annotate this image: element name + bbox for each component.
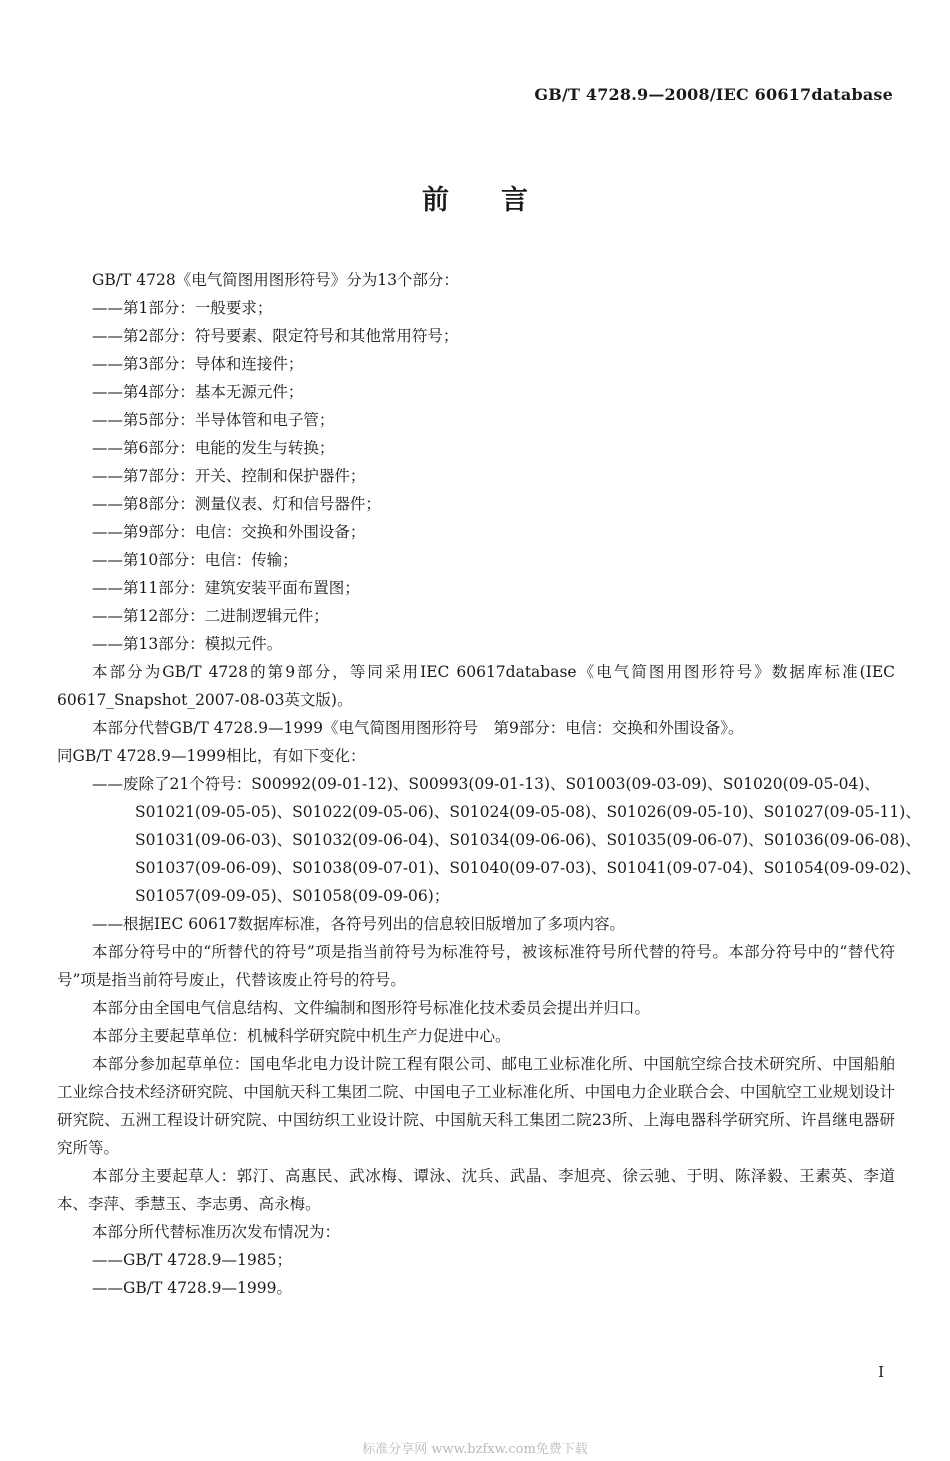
standard-code: GB/T 4728.9—2008/IEC 60617database xyxy=(534,85,893,104)
list-item: ——第10部分：电信：传输； xyxy=(92,551,298,569)
history-item: ——GB/T 4728.9—1999。 xyxy=(92,1279,292,1297)
page-number: I xyxy=(878,1363,884,1381)
deleted-symbols-line: S01057(09-09-05)、S01058(09-09-06)； xyxy=(135,887,450,905)
deleted-symbols-line: S01021(09-05-05)、S01022(09-05-06)、S01024(09-05-08)、S01026(09-05-10)、S01027(09-05-11)、 xyxy=(135,803,921,821)
deleted-symbols-line: S01031(09-06-03)、S01032(09-06-04)、S01034(09-06-06)、S01035(09-06-07)、S01036(09-06-08)、 xyxy=(135,831,921,849)
deleted-symbols-line: S01037(09-06-09)、S01038(09-07-01)、S01040(09-07-03)、S01041(09-07-04)、S01054(09-09-02)、 xyxy=(135,859,921,877)
replaces-line: 本部分代替GB/T 4728.9—1999《电气简图用图形符号 第9部分：电信：交换和外围设备》。 xyxy=(92,719,744,737)
list-item: ——第9部分：电信：交换和外围设备； xyxy=(92,523,366,541)
history-item: ——GB/T 4728.9—1985； xyxy=(92,1251,292,1269)
list-item: ——第13部分：模拟元件。 xyxy=(92,635,283,653)
parts-list xyxy=(57,294,895,658)
list-item: ——第3部分：导体和连接件； xyxy=(92,355,304,373)
participants-paragraph: 本部分参加起草单位：国电华北电力设计院工程有限公司、邮电工业标准化所、中国航空综合技术研究所、中国船舶工业综合技术经济研究院、中国航天科工集团二院、中国电子工业标准化所、中国电力企业联合会、中国航空工业规划设计研究院、五洲工程设计研究院、中国纺织工业设计院、中国航天科工集团二院23所、上海电器科学研究所、许昌继电器研究所等。 xyxy=(57,1055,895,1157)
watermark: 标准分享网 www.bzfxw.com免费下载 xyxy=(362,1442,588,1457)
main-drafter-line: 本部分主要起草单位：机械科学研究院中机生产力促进中心。 xyxy=(92,1027,511,1045)
history-intro: 本部分所代替标准历次发布情况为： xyxy=(92,1223,341,1241)
intro-line: GB/T 4728《电气简图用图形符号》分为13个部分： xyxy=(92,271,459,289)
list-item: ——第4部分：基本无源元件； xyxy=(92,383,304,401)
document-body xyxy=(57,266,921,1302)
list-item: ——第7部分：开关、控制和保护器件； xyxy=(92,467,366,485)
list-item: ——第6部分：电能的发生与转换； xyxy=(92,439,335,457)
list-item: ——第8部分：测量仪表、灯和信号器件； xyxy=(92,495,381,513)
list-item: ——第1部分：一般要求； xyxy=(92,299,273,317)
drafters-paragraph: 本部分主要起草人：郭汀、高惠民、武冰梅、谭泳、沈兵、武晶、李旭亮、徐云驰、于明、陈泽毅、王素英、李道本、李萍、季慧玉、李志勇、高永梅。 xyxy=(57,1167,895,1213)
comparison-line: 同GB/T 4728.9—1999相比，有如下变化： xyxy=(57,747,366,765)
added-info-line: ——根据IEC 60617数据库标准，各符号列出的信息较旧版增加了多项内容。 xyxy=(92,915,626,933)
list-item: ——第2部分：符号要素、限定符号和其他常用符号； xyxy=(92,327,459,345)
adoption-paragraph: 本部分为GB/T 4728的第9部分，等同采用IEC 60617database《电气简图用图形符号》数据库标准(IEC 60617_Snapshot_2007-08-03英文版)。 xyxy=(57,663,895,709)
proposer-line: 本部分由全国电气信息结构、文件编制和图形符号标准化技术委员会提出并归口。 xyxy=(92,999,651,1017)
deleted-symbols-line: ——废除了21个符号：S00992(09-01-12)、S00993(09-01-13)、S01003(09-03-09)、S01020(09-05-04)、 xyxy=(92,775,880,793)
list-item: ——第5部分：半导体管和电子管； xyxy=(92,411,335,429)
deleted-symbols-list xyxy=(57,770,921,910)
list-item: ——第11部分：建筑安装平面布置图； xyxy=(92,579,360,597)
replaced-symbols-note: 本部分符号中的“所替代的符号”项是指当前符号为标准符号，被该标准符号所代替的符号。本部分符号中的“替代符号”项是指当前符号废止，代替该废止符号的符号。 xyxy=(57,943,895,989)
page-title: 前言 xyxy=(422,185,580,216)
list-item: ——第12部分：二进制逻辑元件； xyxy=(92,607,329,625)
